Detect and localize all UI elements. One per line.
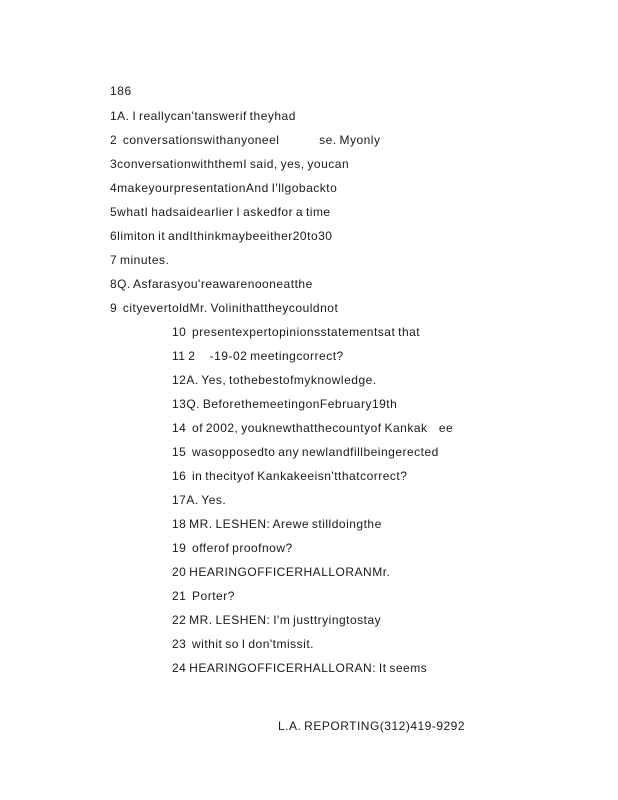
transcript-line: 16 in thecityof Kankakeeisn'tthatcorrect?: [172, 469, 408, 483]
transcript-line: 21 Porter?: [172, 589, 235, 603]
transcript-line: 20 HEARINGOFFICERHALLORANMr.: [172, 565, 391, 579]
transcript-line: 13Q. BeforethemeetingonFebruary19th: [172, 397, 398, 411]
transcript-line: 1A. I reallycan'tanswerif theyhad: [110, 109, 296, 123]
transcript-line: 24 HEARINGOFFICERHALLORAN: It seems: [172, 661, 428, 675]
transcript-line: 12A. Yes, tothebestofmyknowledge.: [172, 373, 377, 387]
transcript-line: 2 conversationswithanyoneel se. Myonly: [110, 133, 381, 147]
transcript-line: 19 offerof proofnow?: [172, 541, 293, 555]
transcript-line: 14 of 2002, youknewthatthecountyof Kankak ee: [172, 421, 454, 435]
transcript-line: 8Q. Asfarasyou'reawarenooneatthe: [110, 277, 313, 291]
transcript-line: 10 presentexpertopinionsstatementsat that: [172, 325, 421, 339]
transcript-line: 17A. Yes.: [172, 493, 227, 507]
transcript-line: 7 minutes.: [110, 253, 170, 267]
transcript-line: 9 cityevertoldMr. Volinithattheycouldnot: [110, 301, 339, 315]
transcript-line: 5whatI hadsaidearlier I askedfor a time: [110, 205, 331, 219]
reporter-footer: L.A. REPORTING(312)419-9292: [278, 719, 466, 733]
transcript-line: 6limiton it andIthinkmaybeeither20to30: [110, 229, 333, 243]
transcript-line: 4makeyourpresentationAnd I'llgobackto: [110, 181, 338, 195]
transcript-line: 11 2 -19-02 meetingcorrect?: [172, 349, 344, 363]
transcript-line: 3conversationwiththemI said, yes, youcan: [110, 157, 350, 171]
transcript-line: 15 wasopposedto any newlandfillbeingerected: [172, 445, 439, 459]
transcript-line: 22 MR. LESHEN: I'm justtryingtostay: [172, 613, 382, 627]
page-number: 186: [110, 84, 132, 98]
transcript-line: 23 withit so I don'tmissit.: [172, 637, 315, 651]
transcript-line: 18 MR. LESHEN: Arewe stilldoingthe: [172, 517, 382, 531]
